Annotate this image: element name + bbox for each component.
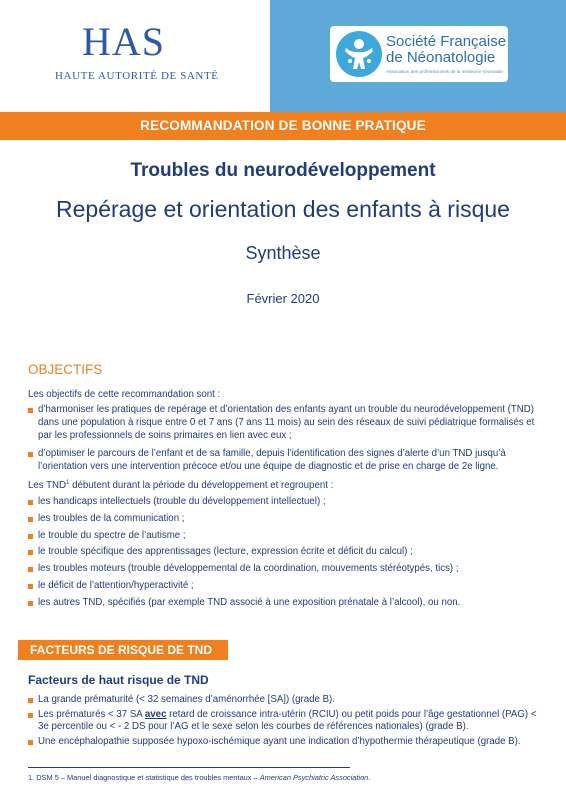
publication-date: Février 2020 xyxy=(246,291,320,306)
footnote-divider xyxy=(28,767,350,768)
has-logo xyxy=(0,0,270,112)
recommendation-banner-label: RECOMMANDATION DE BONNE PRATIQUE xyxy=(140,118,426,133)
risk-factor-item: La grande prématurité (< 32 semaines d’aménorrhée [SA]) (grade B). xyxy=(28,694,546,707)
tnd-list xyxy=(28,496,546,610)
footnote xyxy=(28,773,370,782)
goal-item: d’optimiser le parcours de l’enfant et de sa famille, depuis l’identification des signes d’alerte d’un TND jusqu’à l’orientation vers une intervention précoce et/ou une équipe de diagnostic et de prise en charge de 2e ligne. xyxy=(28,448,546,474)
document-type: Synthèse xyxy=(245,243,321,263)
tnd-intro-text-end: débutent durant la période du développement et regroupent : xyxy=(69,480,334,491)
document-title: Troubles du neurodéveloppement xyxy=(130,160,436,181)
risk-factor-text: Les prématurés < 37 SA xyxy=(38,708,145,720)
tnd-list-item: les troubles de la communication ; xyxy=(28,513,546,526)
footnote-ref: 1 xyxy=(66,479,70,486)
objectifs-goal-list xyxy=(28,404,546,474)
tnd-list-item: les autres TND, spécifiés (par exemple TND associé à une exposition prénatale à l’alcool), ou non. xyxy=(28,597,546,610)
sfn-child-icon xyxy=(336,31,382,77)
high-risk-list xyxy=(28,694,546,750)
tnd-list-item: le trouble du spectre de l’autisme ; xyxy=(28,530,546,543)
tnd-list-item: les troubles moteurs (trouble développemental de la coordination, mouvements stéréotypés, tics) ; xyxy=(28,563,546,576)
recommendation-banner xyxy=(0,112,566,140)
sfn-name-line1: Société Française xyxy=(386,33,507,50)
has-logo-caption: HAUTE AUTORITÉ DE SANTÉ xyxy=(55,70,219,82)
risk-factor-item xyxy=(28,709,546,734)
objectifs-intro: Les objectifs de cette recommandation sont : xyxy=(28,389,221,400)
sfn-name-line2: de Néonatologie xyxy=(386,49,496,66)
sfn-logo xyxy=(330,26,508,82)
footnote-end: . xyxy=(368,773,371,782)
risk-factors-banner xyxy=(18,640,228,660)
tnd-intro-text: Les TND xyxy=(28,480,67,491)
tnd-intro xyxy=(28,479,333,492)
risk-factor-text-end: retard de croissance intra-utérin (RCIU) ou petit poids pour l’âge gestationnel (PAG) < 3e percentile ou < - 2 DS pour l’AG et le sexe selon les courbes de références nationales) (grade B). xyxy=(38,708,537,732)
goal-item: d’harmoniser les pratiques de repérage et d’orientation des enfants ayant un trouble du neurodéveloppement (TND) dans une population à risque entre 0 et 7 ans (7 ans 11 mois) au sein des réseaux de suivi pédiatrique formalisés et par les professionnels de soins primaires en lien avec eux ; xyxy=(28,404,546,442)
tnd-list-item: les handicaps intellectuels (trouble du développement intellectuel) ; xyxy=(28,496,546,509)
risk-factor-emphasis: avec xyxy=(144,708,167,720)
tnd-list-item: le déficit de l’attention/hyperactivité ; xyxy=(28,580,546,593)
objectifs-heading: OBJECTIFS xyxy=(28,362,103,377)
footnote-source: American Psychiatric Association xyxy=(259,773,369,782)
has-logo-mark: HAS xyxy=(82,19,166,64)
high-risk-subheading: Facteurs de haut risque de TND xyxy=(28,673,209,687)
sfn-tagline: Association des professionnels de la médecine néonatale xyxy=(386,69,503,74)
document-subtitle: Repérage et orientation des enfants à risque xyxy=(56,196,510,222)
footnote-text: 1. DSM 5 – Manuel diagnostique et statistique des troubles mentaux – xyxy=(28,773,260,782)
risk-factor-item: Une encéphalopathie supposée hypoxo-ischémique ayant une indication d’hypothermie thérapeutique (grade B). xyxy=(28,736,546,749)
risk-factors-heading: FACTEURS DE RISQUE DE TND xyxy=(30,643,213,657)
tnd-list-item: le trouble spécifique des apprentissages (lecture, expression écrite et déficit du calcul) ; xyxy=(28,546,546,559)
